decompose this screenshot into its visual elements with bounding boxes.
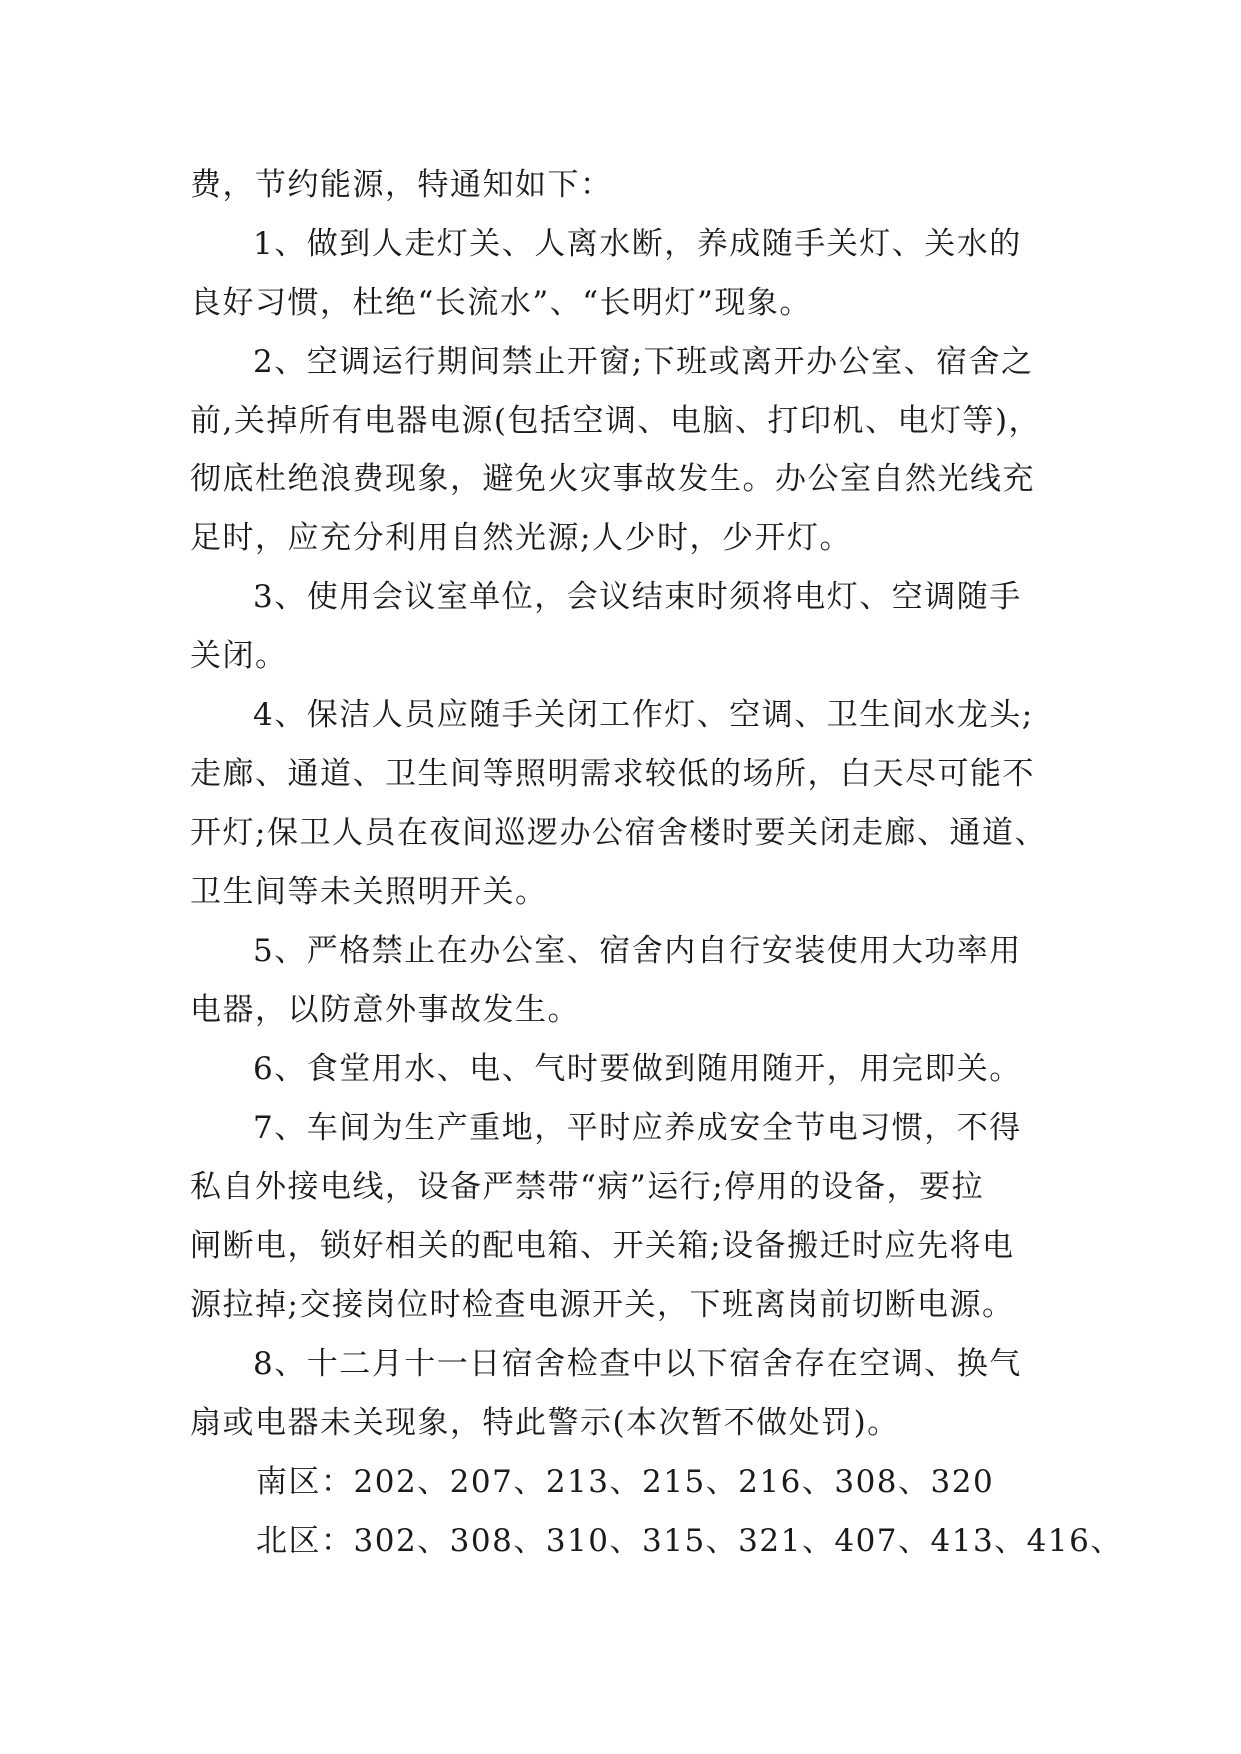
text-line: 南区：202、207、213、215、216、308、320 xyxy=(256,1464,995,1500)
text-line: 4、保洁人员应随手关闭工作灯、空调、卫生间水龙头; xyxy=(253,697,1034,733)
text-line: 扇或电器未关现象，特此警示(本次暂不做处罚)。 xyxy=(190,1405,900,1441)
text-line: 足时，应充分利用自然光源;人少时，少开灯。 xyxy=(190,520,852,556)
text-line: 开灯;保卫人员在夜间巡逻办公宿舍楼时要关闭走廊、通道、 xyxy=(190,815,1047,851)
text-line: 走廊、通道、卫生间等照明需求较低的场所，白天尽可能不 xyxy=(190,756,1035,792)
text-line: 7、车间为生产重地，平时应养成安全节电习惯，不得 xyxy=(253,1110,1022,1146)
text-line: 关闭。 xyxy=(190,638,288,674)
text-line: 8、十二月十一日宿舍检查中以下宿舍存在空调、换气 xyxy=(253,1346,1022,1382)
text-line: 3、使用会议室单位，会议结束时须将电灯、空调随手 xyxy=(253,579,1022,615)
text-line: 北区：302、308、310、315、321、407、413、416、 xyxy=(256,1523,1123,1559)
text-line: 良好习惯，杜绝“长流水”、“长明灯”现象。 xyxy=(190,285,812,321)
text-line: 5、严格禁止在办公室、宿舍内自行安装使用大功率用 xyxy=(253,933,1022,969)
text-line: 卫生间等未关照明开关。 xyxy=(190,874,548,910)
text-line: 1、做到人走灯关、人离水断，养成随手关灯、关水的 xyxy=(253,226,1022,262)
text-line: 电器，以防意外事故发生。 xyxy=(190,992,580,1028)
text-line: 2、空调运行期间禁止开窗;下班或离开办公室、宿舍之 xyxy=(253,344,1034,380)
text-line: 前,关掉所有电器电源(包括空调、电脑、打印机、电灯等)， xyxy=(190,403,1042,439)
text-line: 彻底杜绝浪费现象，避免火灾事故发生。办公室自然光线充 xyxy=(190,461,1035,497)
text-line: 闸断电，锁好相关的配电箱、开关箱;设备搬迁时应先将电 xyxy=(190,1228,1015,1264)
text-line: 费，节约能源，特通知如下： xyxy=(190,167,613,203)
text-line: 源拉掉;交接岗位时检查电源开关，下班离岗前切断电源。 xyxy=(190,1287,1015,1323)
text-line: 私自外接电线，设备严禁带“病”运行;停用的设备，要拉 xyxy=(190,1169,985,1205)
text-line: 6、食堂用水、电、气时要做到随用随开，用完即关。 xyxy=(253,1051,1022,1087)
